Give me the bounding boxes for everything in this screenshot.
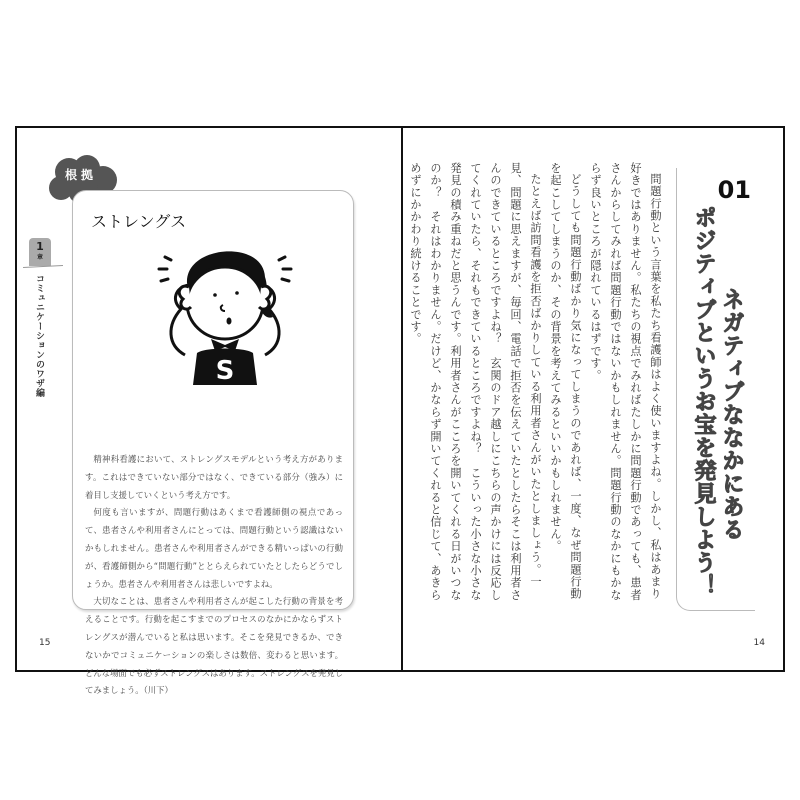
chapter-number: 1: [36, 240, 44, 253]
explanation-card: [72, 190, 354, 696]
section-number: 01: [717, 176, 751, 204]
svg-text:S: S: [215, 356, 235, 385]
chapter-unit: 章: [36, 254, 43, 261]
title-line-2: ポジティブというお宝を発見しよう！: [691, 206, 716, 597]
paragraph: 問題行動という言葉を私たち看護師はよく使いますよね。しかし、私はあまり好きではありません。私たちの視点でみればたしかに問題行動であっても、患者さんからしてみれば問題行動ではないかもしれません。問題行動のなかにもかならず良いところが隠れているはずです。: [589, 162, 662, 602]
chapter-label: コミュニケーションのワザ編: [34, 274, 44, 398]
paragraph: 大切なことは、患者さんや利用者さんが起こした行動の背景を考えることです。行動を起こすまでのプロセスのなかにかならずストレングスが潜んでいると私は思います。そこを発見できるか、できないかでコミュニケーションの楽しさは数倍、変わると思います。どんな場面でも必ずストレングスはあります。ストレングスを発見してみましょう。（川下）: [85, 596, 343, 696]
paragraph: どうしても問題行動ばかり気になってしまうのであれば、一度、なぜ問題行動を起こしてしまうのか、その背景を考えてみるといいかもしれません。: [549, 162, 582, 601]
paragraph: 精神科看護において、ストレングスモデルという考え方があります。これはできていない部分ではなく、できている部分（強み）に着目し支援していくという考え方です。: [85, 454, 343, 500]
paragraph: 何度も言いますが、問題行動はあくまで看護師側の視点であって、患者さんや利用者さんにとっては、問題行動という認識はないかもしれません。患者さんや利用者さんができる精いっぱいの行動が、看護師側から“問題行動”ととらえられていたとしたらどうでしょうか。患者さんや利用者さんは悲しいですよね。: [85, 507, 343, 589]
worried-person-illustration: [145, 225, 305, 385]
page-number-left: 15: [39, 638, 51, 648]
card-title: ストレングス: [91, 212, 187, 231]
left-page: [17, 128, 401, 696]
book-spread: [15, 126, 785, 696]
page-number-right: 14: [753, 638, 765, 648]
paragraph: たとえば訪問看護を拒否ばかりしている利用者さんがいたとしましょう。一見、問題に思えますが、毎回、電話で拒否を伝えていたとしたらそこは利用者さんのできているところですよね？ 玄関のドア越しにこちらの声かけには反応してくれていたら、それもできているところですよね？ こういった小さな小さな発見の積み重ねだと思うんです。利用者さんがこころを開いてくれる日がいつなのか？ それはわかりません。だけど、かならず開いてくれると信じて、あきらめずにかかわり続けることです。: [409, 162, 542, 602]
right-page: [403, 128, 783, 670]
vertical-body-text: [405, 162, 665, 612]
title-line-1: ネガティブななかにある: [719, 288, 744, 541]
chapter-tab: [29, 238, 51, 266]
badge-label: 根拠: [65, 168, 98, 182]
card-body-text: [85, 451, 343, 700]
